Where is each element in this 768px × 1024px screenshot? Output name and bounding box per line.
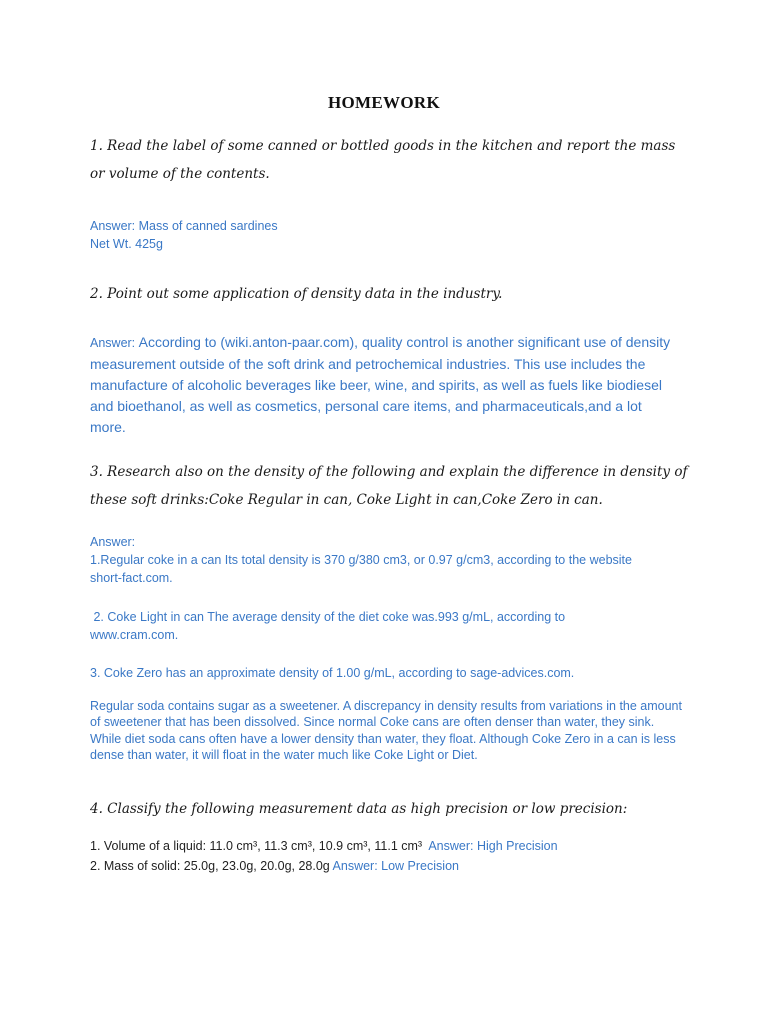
q4-row-1-data: 1. Volume of a liquid: 11.0 cm³, 11.3 cm³, 10.9 cm³, 11.1 cm³ [90, 839, 426, 853]
answer-3-label: Answer: [90, 535, 136, 549]
answer-1 [90, 217, 690, 253]
q4-row-2 [90, 856, 690, 876]
q4-row-1-answer: Answer: High Precision [425, 839, 558, 853]
q4-row-2-data: 2. Mass of solid: 25.0g, 23.0g, 20.0g, 28.0g [90, 859, 333, 873]
answer-3-item-1: 1.Regular coke in a can Its total density is 370 g/380 cm3, or 0.97 g/cm3, according to the website short-fact.com. [90, 553, 632, 585]
answer-2 [90, 332, 680, 438]
question-3: 3. Research also on the density of the following and explain the difference in density of these soft drinks:Coke Regular in can, Coke Light in can,Coke Zero in can. [90, 464, 688, 508]
q4-row-1 [90, 836, 690, 856]
answer-1-line-1: Answer: Mass of canned sardines [90, 219, 278, 233]
answer-1-line-2: Net Wt. 425g [90, 237, 163, 251]
page-title: HOMEWORK [328, 93, 440, 112]
answer-2-text: According to (wiki.anton-paar.com), quality control is another significant use of density measurement outside of the soft drink and petrochemical industries. This use includes the manufacture of alcoholic beverages like beer, wine, and spirits, as well as fuels like biodiesel and bioethanol, as well as cosmetics, personal care items, and pharmaceuticals,and a lot more. [90, 334, 671, 435]
answer-3-item-3: 3. Coke Zero has an approximate density of 1.00 g/mL, according to sage-advices.com. [90, 666, 575, 680]
answer-2-prefix: Answer: [90, 336, 139, 350]
question-4: 4. Classify the following measurement data as high precision or low precision: [90, 801, 628, 817]
answer-3-explanation: Regular soda contains sugar as a sweetener. A discrepancy in density results from variations in the amount of sweetener that has been dissolved. Since normal Coke cans are often denser than water, they sink. While diet soda cans often have a lower density than water, they float. Although Coke Zero in a can is less dense than water, it will float in the water much like Coke Light or Diet. [90, 699, 682, 762]
question-1: 1. Read the label of some canned or bottled goods in the kitchen and report the mass or volume of the contents. [90, 138, 676, 182]
answer-3-item-2: 2. Coke Light in can The average density of the diet coke was.993 g/mL, according to www.cram.com. [90, 610, 569, 642]
q4-row-2-answer: Answer: Low Precision [332, 859, 459, 873]
question-2: 2. Point out some application of density data in the industry. [90, 286, 503, 302]
